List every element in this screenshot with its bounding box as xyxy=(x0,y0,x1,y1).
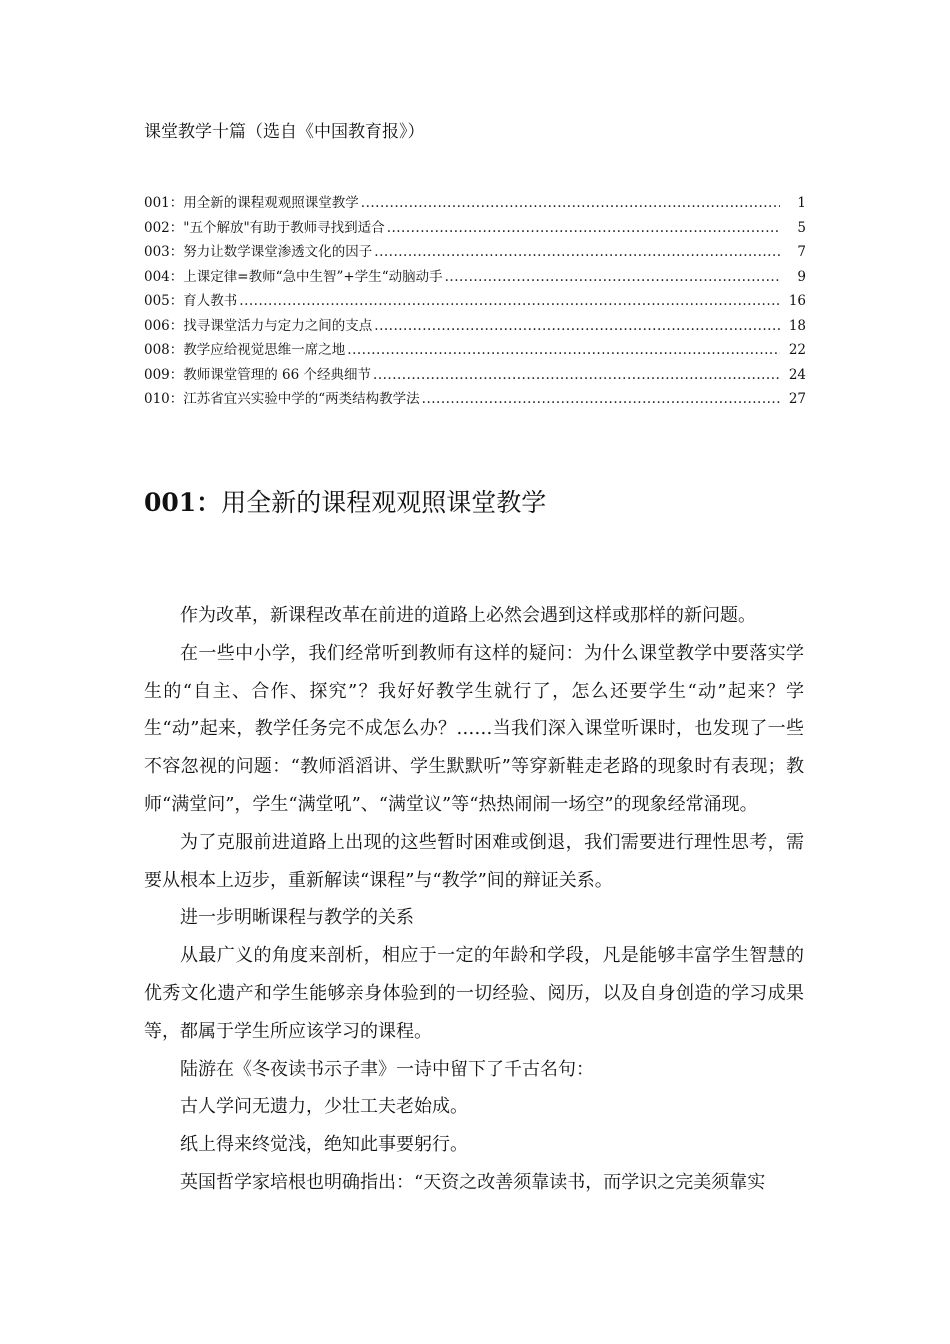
toc-entry-page: 18 xyxy=(788,317,806,334)
toc-dot-leader xyxy=(445,267,780,287)
body-paragraph: 为了克服前进道路上出现的这些暂时困难或倒退，我们需要进行理性思考，需要从根本上迈步，重新解读“课程”与“教学”间的辩证关系。 xyxy=(144,831,804,891)
toc-dot-leader xyxy=(422,389,780,409)
toc-entry[interactable] xyxy=(144,389,806,414)
toc-entry-label: 006：找寻课堂活力与定力之间的支点 xyxy=(144,317,373,334)
article-body xyxy=(144,597,804,1202)
toc-entry[interactable] xyxy=(144,193,806,218)
toc-dot-leader xyxy=(387,218,780,238)
toc-entry[interactable] xyxy=(144,242,806,267)
table-of-contents xyxy=(144,193,806,414)
toc-entry-page: 5 xyxy=(797,219,806,236)
toc-entry[interactable] xyxy=(144,267,806,292)
toc-entry-page: 1 xyxy=(797,195,806,211)
toc-entry-label: 001：用全新的课程观观照课堂教学 xyxy=(144,195,359,211)
toc-entry-page: 27 xyxy=(788,391,806,407)
body-paragraph: 陆游在《冬夜读书示子聿》一诗中留下了千古名句： xyxy=(180,1058,594,1080)
poem-line: 纸上得来终觉浅，绝知此事要躬行。 xyxy=(180,1134,468,1156)
toc-dot-leader xyxy=(373,365,780,385)
document-title: 课堂教学十篇（选自《中国教育报》） xyxy=(144,122,425,142)
toc-entry-page: 22 xyxy=(788,342,806,358)
toc-entry[interactable] xyxy=(144,291,806,316)
toc-dot-leader xyxy=(239,291,780,311)
toc-entry-label: 005：育人教书 xyxy=(144,293,238,309)
toc-dot-leader xyxy=(374,242,780,262)
toc-entry-page: 7 xyxy=(797,244,806,260)
toc-entry-label: 004：上课定律=教师“急中生智”+学生“动脑动手 xyxy=(144,268,443,285)
toc-entry-page: 9 xyxy=(797,268,806,285)
body-paragraph: 从最广义的角度来剖析，相应于一定的年龄和学段，凡是能够丰富学生智慧的优秀文化遗产和学生能够亲身体验到的一切经验、阅历，以及自身创造的学习成果等，都属于学生所应该学习的课程。 xyxy=(144,945,804,1042)
toc-entry-page: 24 xyxy=(788,366,806,383)
toc-dot-leader xyxy=(361,193,780,213)
toc-entry[interactable] xyxy=(144,316,806,341)
body-paragraph: 在一些中小学，我们经常听到教师有这样的疑问：为什么课堂教学中要落实学生的“自主、合作、探究”？我好好教学生就行了，怎么还要学生“动”起来？学生“动”起来，教学任务完不成怎么办？……当我们深入课堂听课时，也发现了一些不容忽视的问题：“教师滔滔讲、学生默默听”等穿新鞋走老路的现象时有表现；教师“满堂问”，学生“满堂吼”、“满堂议”等“热热闹闹一场空”的现象经常涌现。 xyxy=(144,642,804,815)
toc-entry-page: 16 xyxy=(788,293,806,309)
section-heading xyxy=(144,487,546,519)
toc-entry-label: 009：教师课堂管理的 66 个经典细节 xyxy=(144,366,372,383)
toc-entry[interactable] xyxy=(144,340,806,365)
subsection-heading: 进一步明晰课程与教学的关系 xyxy=(180,907,414,929)
toc-entry[interactable] xyxy=(144,365,806,390)
toc-entry[interactable] xyxy=(144,218,806,243)
section-number: 001： xyxy=(144,488,222,517)
toc-dot-leader xyxy=(347,340,780,360)
body-paragraph: 作为改革，新课程改革在前进的道路上必然会遇到这样或那样的新问题。 xyxy=(180,605,756,626)
toc-entry-label: 002："五个解放"有助于教师寻找到适合 xyxy=(144,219,385,236)
toc-entry-label: 003：努力让数学课堂渗透文化的因子 xyxy=(144,244,373,260)
poem-line: 古人学问无遗力，少壮工夫老始成。 xyxy=(180,1096,468,1118)
toc-dot-leader xyxy=(374,316,780,336)
body-paragraph: 英国哲学家培根也明确指出：“天资之改善须靠读书，而学识之完美须靠实 xyxy=(180,1171,766,1193)
toc-entry-label: 008：教学应给视觉思维一席之地 xyxy=(144,342,346,358)
section-title: 用全新的课程观观照课堂教学 xyxy=(221,488,547,517)
toc-entry-label: 010：江苏省宜兴实验中学的“两类结构教学法 xyxy=(144,391,420,407)
